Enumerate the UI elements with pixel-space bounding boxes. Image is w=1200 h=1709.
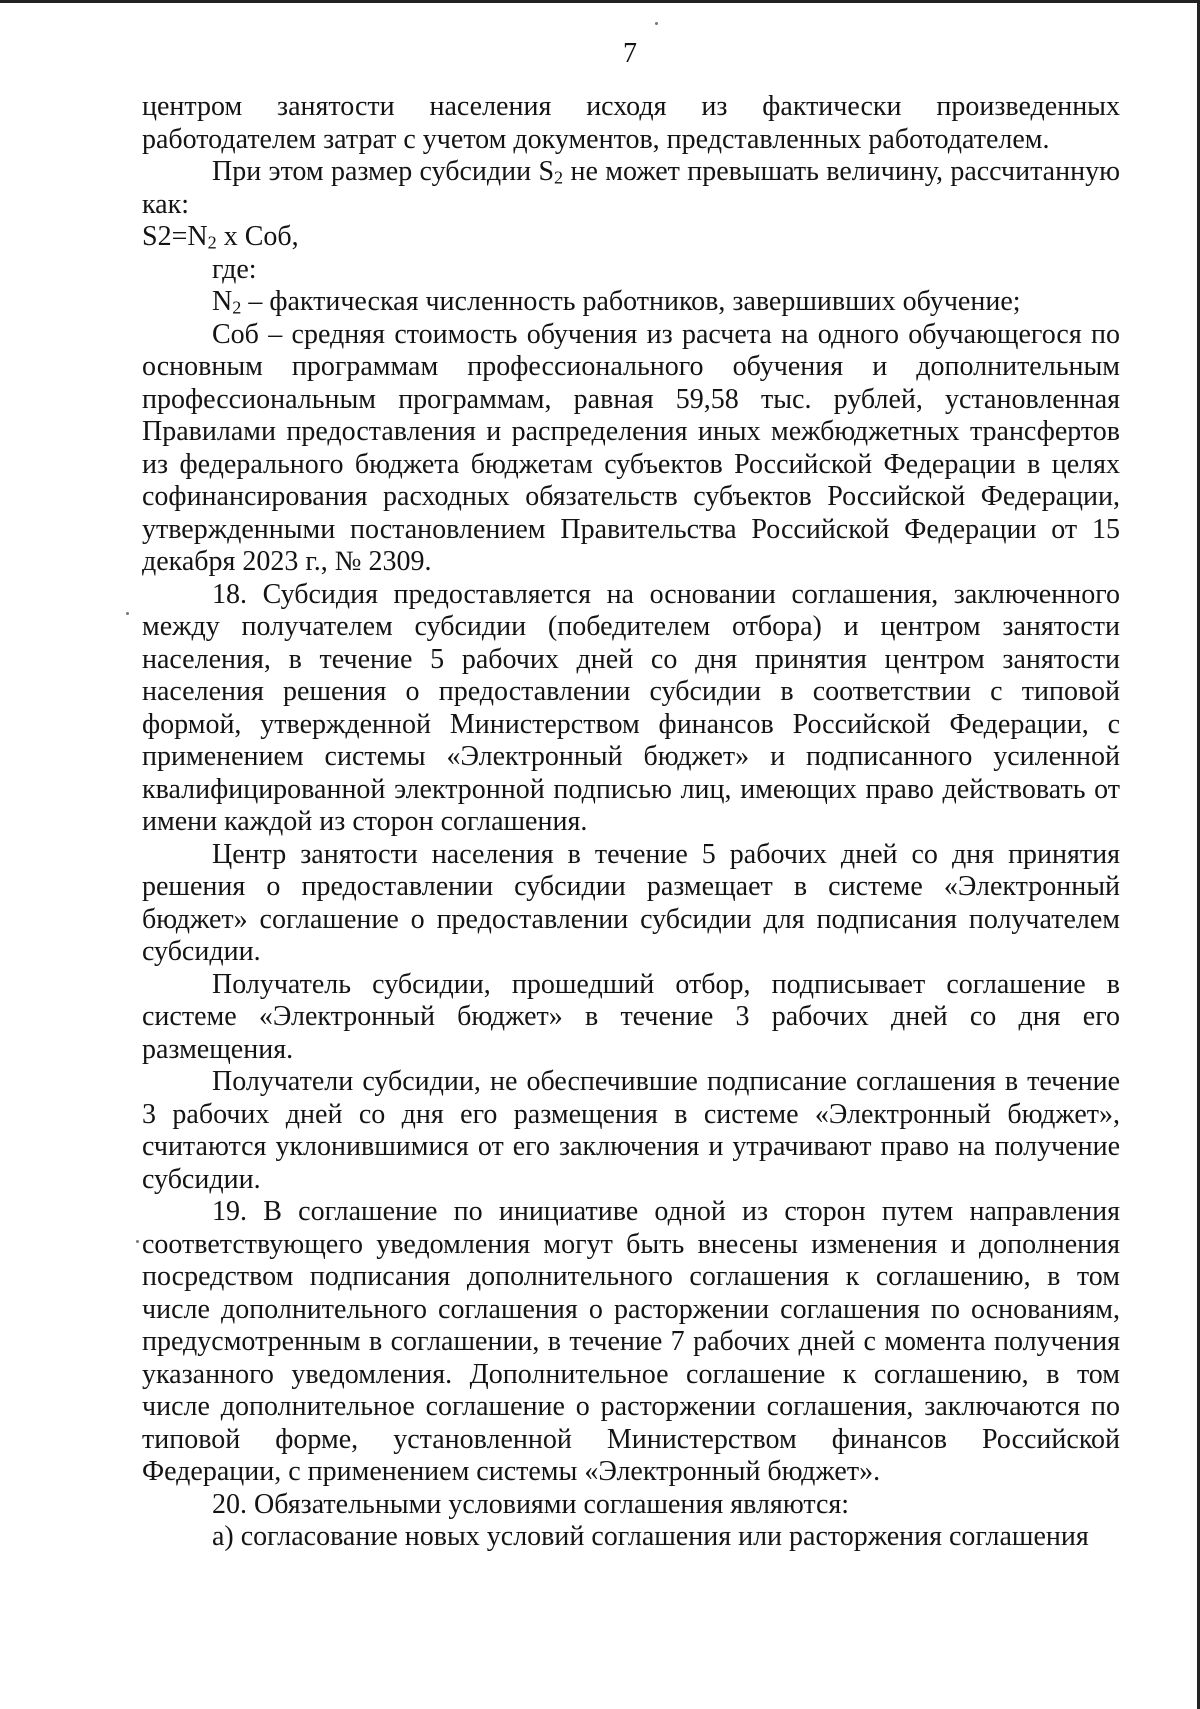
paragraph-where: где: (212, 253, 257, 285)
formula (142, 221, 1120, 254)
paragraph-intro: центром занятости населения исходя из фактически произведенных работодателем затрат с учетом документов, представленных работодателем. (142, 91, 1120, 155)
paragraph-20: 20. Обязательными условиями соглашения являются: (212, 1488, 850, 1520)
subsidy-limit-text-b: не может превышать величину, рассчитанную как: (142, 156, 1120, 220)
paragraph-18-center: Центр занятости населения в течение 5 рабочих дней со дня принятия решения о предоставлении субсидии размещает в системе «Электронный бюджет» соглашение о предоставлении субсидии для подписания получателем субсидии. (142, 838, 1120, 967)
n2-symbol: N (212, 286, 233, 317)
n2-definition-text: – фактическая численность работников, завершивших обучение; (241, 286, 1021, 317)
paragraph-18: 18. Субсидия предоставляется на основании соглашения, заключенного между получателем субсидии (победителем отбора) и центром занятости населения, в течение 5 рабочих дней со дня принятия центром занятости населения решения о предоставлении субсидии в соответствии с типовой формой, утвержденной Министерством финансов Российской Федерации, с применением системы «Электронный бюджет» и подписанного усиленной квалифицированной электронной подписью лиц, имеющих право действовать от имени каждой из сторон соглашения. (142, 578, 1120, 837)
formula-left: S2=N (142, 221, 208, 252)
scan-artifact (136, 1240, 139, 1243)
subsidy-limit-text-a: При этом размер субсидии S (212, 156, 555, 187)
paragraph-18-recipient: Получатель субсидии, прошедший отбор, подписывает соглашение в системе «Электронный бюджет» в течение 3 рабочих дней со дня его размещения. (142, 968, 1120, 1065)
n2-subscript: 2 (232, 297, 242, 318)
paragraph-n2-definition (142, 286, 1120, 319)
paragraph-subsidy-limit (142, 156, 1120, 221)
formula-line (142, 221, 1120, 254)
document-body (142, 91, 1120, 1554)
page-number: 7 (623, 38, 637, 69)
scan-artifact (126, 612, 129, 615)
paragraph-20-a: а) согласование новых условий соглашения или расторжения соглашения (212, 1521, 1089, 1552)
formula-right: x Cоб, (216, 221, 299, 252)
formula-subscript: 2 (207, 232, 217, 253)
paragraph-18-recipients: Получатели субсидии, не обеспечившие подписание соглашения в течение 3 рабочих дней со дня его размещения в системе «Электронный бюджет», считаются уклонившимися от его заключения и утрачивают право на получение субсидии. (142, 1066, 1120, 1195)
scan-artifact (655, 22, 658, 25)
subsidy-limit-subscript: 2 (554, 167, 564, 188)
paragraph-cob-definition: Cоб – средняя стоимость обучения из расчета на одного обучающегося по основным программам профессионального обучения и дополнительным профессиональным программам, равная 59,58 тыс. рублей, установленная Правилами предоставления и распределения иных межбюджетных трансфертов из федерального бюджета бюджетам субъектов Российской Федерации в целях софинансирования расходных обязательств субъектов Российской Федерации, утвержденными постановлением Правительства Российской Федерации от 15 декабря 2023 г., № 2309. (142, 318, 1120, 577)
paragraph-19: 19. В соглашение по инициативе одной из сторон путем направления соответствующего уведомления могут быть внесены изменения и дополнения посредством подписания дополнительного соглашения к соглашению, в том числе дополнительного соглашения о расторжении соглашения по основаниям, предусмотренным в соглашении, в течение 7 рабочих дней с момента получения указанного уведомления. Дополнительное соглашение к соглашению, в том числе дополнительное соглашение о расторжении соглашения, заключаются по типовой форме, установленной Министерством финансов Российской Федерации, с применением системы «Электронный бюджет». (142, 1196, 1120, 1487)
